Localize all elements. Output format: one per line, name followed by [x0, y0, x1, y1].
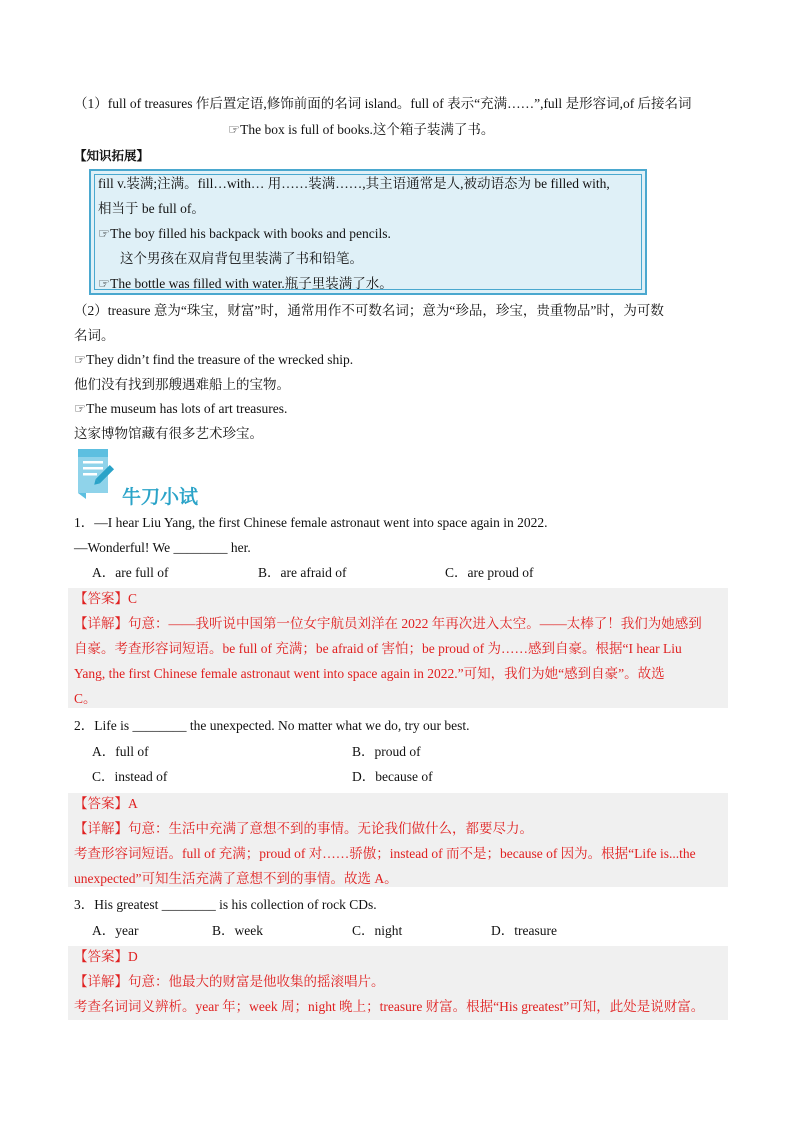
q3-detail-line2: 考查名词词义辨析。year 年；week 周；night 晚上；treasure 财富。根据“His greatest”可知，此处是说财富。 — [74, 999, 705, 1014]
q1-line2: —Wonderful! We ________ her. — [74, 540, 251, 555]
p2-line2: 名词。 — [74, 328, 115, 343]
q2-detail-line1: 【详解】句意：生活中充满了意想不到的事情。无论我们做什么，都要尽力。 — [74, 821, 533, 836]
q3-option-c: C．night — [352, 923, 403, 938]
q3-detail-line1: 【详解】句意：他最大的财富是他收集的摇滚唱片。 — [74, 974, 385, 989]
ext-line2: 相当于 be full of。 — [98, 201, 205, 216]
ext-line5: ☞The bottle was filled with water.瓶子里装满了水。 — [98, 276, 393, 291]
p1-line1: （1）full of treasures 作后置定语,修饰前面的名词 island。full of 表示“充满……”,full 是形容词,of 后接名词 — [74, 96, 692, 111]
q1-line1: 1．—I hear Liu Yang, the first Chinese female astronaut went into space again in 2022. — [74, 515, 548, 530]
p2-ex2-en: ☞The museum has lots of art treasures. — [74, 401, 288, 416]
q2-line1: 2．Life is ________ the unexpected. No matter what we do, try our best. — [74, 718, 470, 733]
p2-ex1-en: ☞They didn’t find the treasure of the wrecked ship. — [74, 352, 354, 367]
q1-detail-line2: 自豪。考查形容词短语。be full of 充满；be afraid of 害怕；be proud of 为……感到自豪。根据“I hear Liu — [74, 641, 682, 656]
q3-answer: 【答案】D — [74, 949, 138, 964]
ext-line3: ☞The boy filled his backpack with books and pencils. — [98, 226, 391, 241]
q2-answer: 【答案】A — [74, 796, 138, 811]
ext-line4: 这个男孩在双肩背包里装满了书和铅笔。 — [120, 251, 363, 266]
q1-answer: 【答案】C — [74, 591, 138, 606]
q1-detail-line1: 【详解】句意：——我听说中国第一位女宇航员刘洋在 2022 年再次进入太空。——太棒了！我们为她感到 — [74, 616, 702, 631]
q2-detail-line3: unexpected”可知生活充满了意想不到的事情。故选 A。 — [74, 871, 398, 886]
q1-option-c: C．are proud of — [445, 565, 534, 580]
notepad-pencil-icon — [76, 449, 120, 499]
p2-ex2-zh: 这家博物馆藏有很多艺术珍宝。 — [74, 426, 263, 441]
q3-option-d: D．treasure — [491, 923, 557, 938]
section-title: 牛刀小试 — [122, 486, 199, 508]
q2-option-a: A．full of — [92, 744, 149, 759]
p1-example: ☞The box is full of books.这个箱子装满了书。 — [228, 122, 495, 137]
q1-detail-line3: Yang, the first Chinese female astronaut went into space again in 2022.”可知，我们为她“感到自豪”。故选 — [74, 666, 665, 681]
p2-line1: （2）treasure 意为“珠宝，财富”时，通常用作不可数名词；意为“珍品，珍宝，贵重物品”时，为可数 — [74, 303, 664, 318]
q3-line1: 3．His greatest ________ is his collection of rock CDs. — [74, 897, 377, 912]
q1-option-a: A．are full of — [92, 565, 169, 580]
q1-option-b: B．are afraid of — [258, 565, 347, 580]
q2-option-b: B．proud of — [352, 744, 421, 759]
q3-option-a: A．year — [92, 923, 139, 938]
ext-line1: fill v.装满;注满。fill…with… 用……装满……,其主语通常是人,被动语态为 be filled with, — [98, 176, 610, 191]
q3-option-b: B．week — [212, 923, 263, 938]
q2-option-c: C．instead of — [92, 769, 168, 784]
q2-detail-line2: 考查形容词短语。full of 充满；proud of 对……骄傲；instead of 而不是；because of 因为。根据“Life is...the — [74, 846, 696, 861]
knowledge-extension-title: 【知识拓展】 — [74, 148, 150, 163]
p2-ex1-zh: 他们没有找到那艘遇难船上的宝物。 — [74, 377, 290, 392]
q2-option-d: D．because of — [352, 769, 433, 784]
q1-detail-line4: C。 — [74, 691, 97, 706]
